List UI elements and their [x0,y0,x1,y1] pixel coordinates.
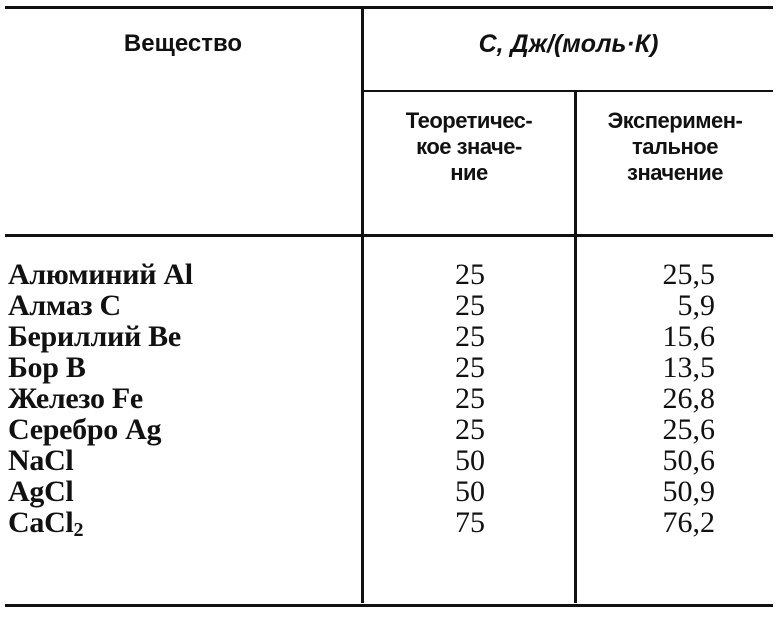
table-cell-theoretical: 25 [455,351,485,384]
table-cell-theoretical: 75 [455,506,485,539]
header-substance: Вещество [123,30,243,57]
table-cell-experimental: 25,6 [662,413,715,446]
header-theoretical-line: Теоретичес- [405,108,533,133]
table-cell-experimental: 50,6 [662,444,715,477]
table-cell-experimental: 26,8 [662,382,715,415]
table-cell-theoretical: 25 [455,320,485,353]
table-cell-theoretical: 25 [455,382,485,415]
header-experimental-line: Эксперимен- [607,108,743,133]
experimental-column [575,259,715,538]
table-cell-substance: NaCl [8,444,74,477]
header-experimental [577,108,773,186]
table-cell-experimental: 50,9 [662,475,715,508]
header-theoretical-line: кое значе- [416,134,522,159]
table-top-rule [5,6,773,9]
header-theoretical [364,108,574,186]
substance-column [8,258,193,541]
table-cell-substance [8,506,193,541]
table-cell-theoretical: 25 [455,258,485,291]
subscript: 2 [73,519,84,541]
table-cell-experimental: 25,5 [662,258,715,291]
table-cell-substance: Серебро Ag [8,413,162,446]
table-cell-theoretical: 50 [455,444,485,477]
table-cell-theoretical: 25 [455,413,485,446]
table-cell-substance: Бор B [8,351,86,384]
header-experimental-line: значение [627,160,723,185]
table-cell-experimental: 76,2 [662,506,715,539]
header-theoretical-line: ние [450,160,488,185]
table-cell-substance: Алмаз C [8,289,121,322]
heat-capacity-subheader-rule [362,90,773,92]
table-cell-experimental: 13,5 [662,351,715,384]
table-cell-substance: AgCl [8,475,74,508]
table-cell-experimental: 5,9 [677,289,715,322]
header-bottom-rule [5,234,773,237]
table-cell-theoretical: 50 [455,475,485,508]
table-bottom-rule [5,604,773,607]
table-cell-theoretical: 25 [455,289,485,322]
header-experimental-line: тальное [632,134,718,159]
theoretical-column [365,259,575,538]
table-cell-substance: Бериллий Be [8,320,181,353]
table-cell-substance: Алюминий Al [8,258,193,291]
column-divider-1 [361,8,364,603]
substance-text: CaCl [8,506,74,539]
table-cell-experimental: 15,6 [662,320,715,353]
header-heat-capacity: C, Дж/(моль·К) [478,30,659,58]
table-cell-substance: Железо Fe [8,382,143,415]
